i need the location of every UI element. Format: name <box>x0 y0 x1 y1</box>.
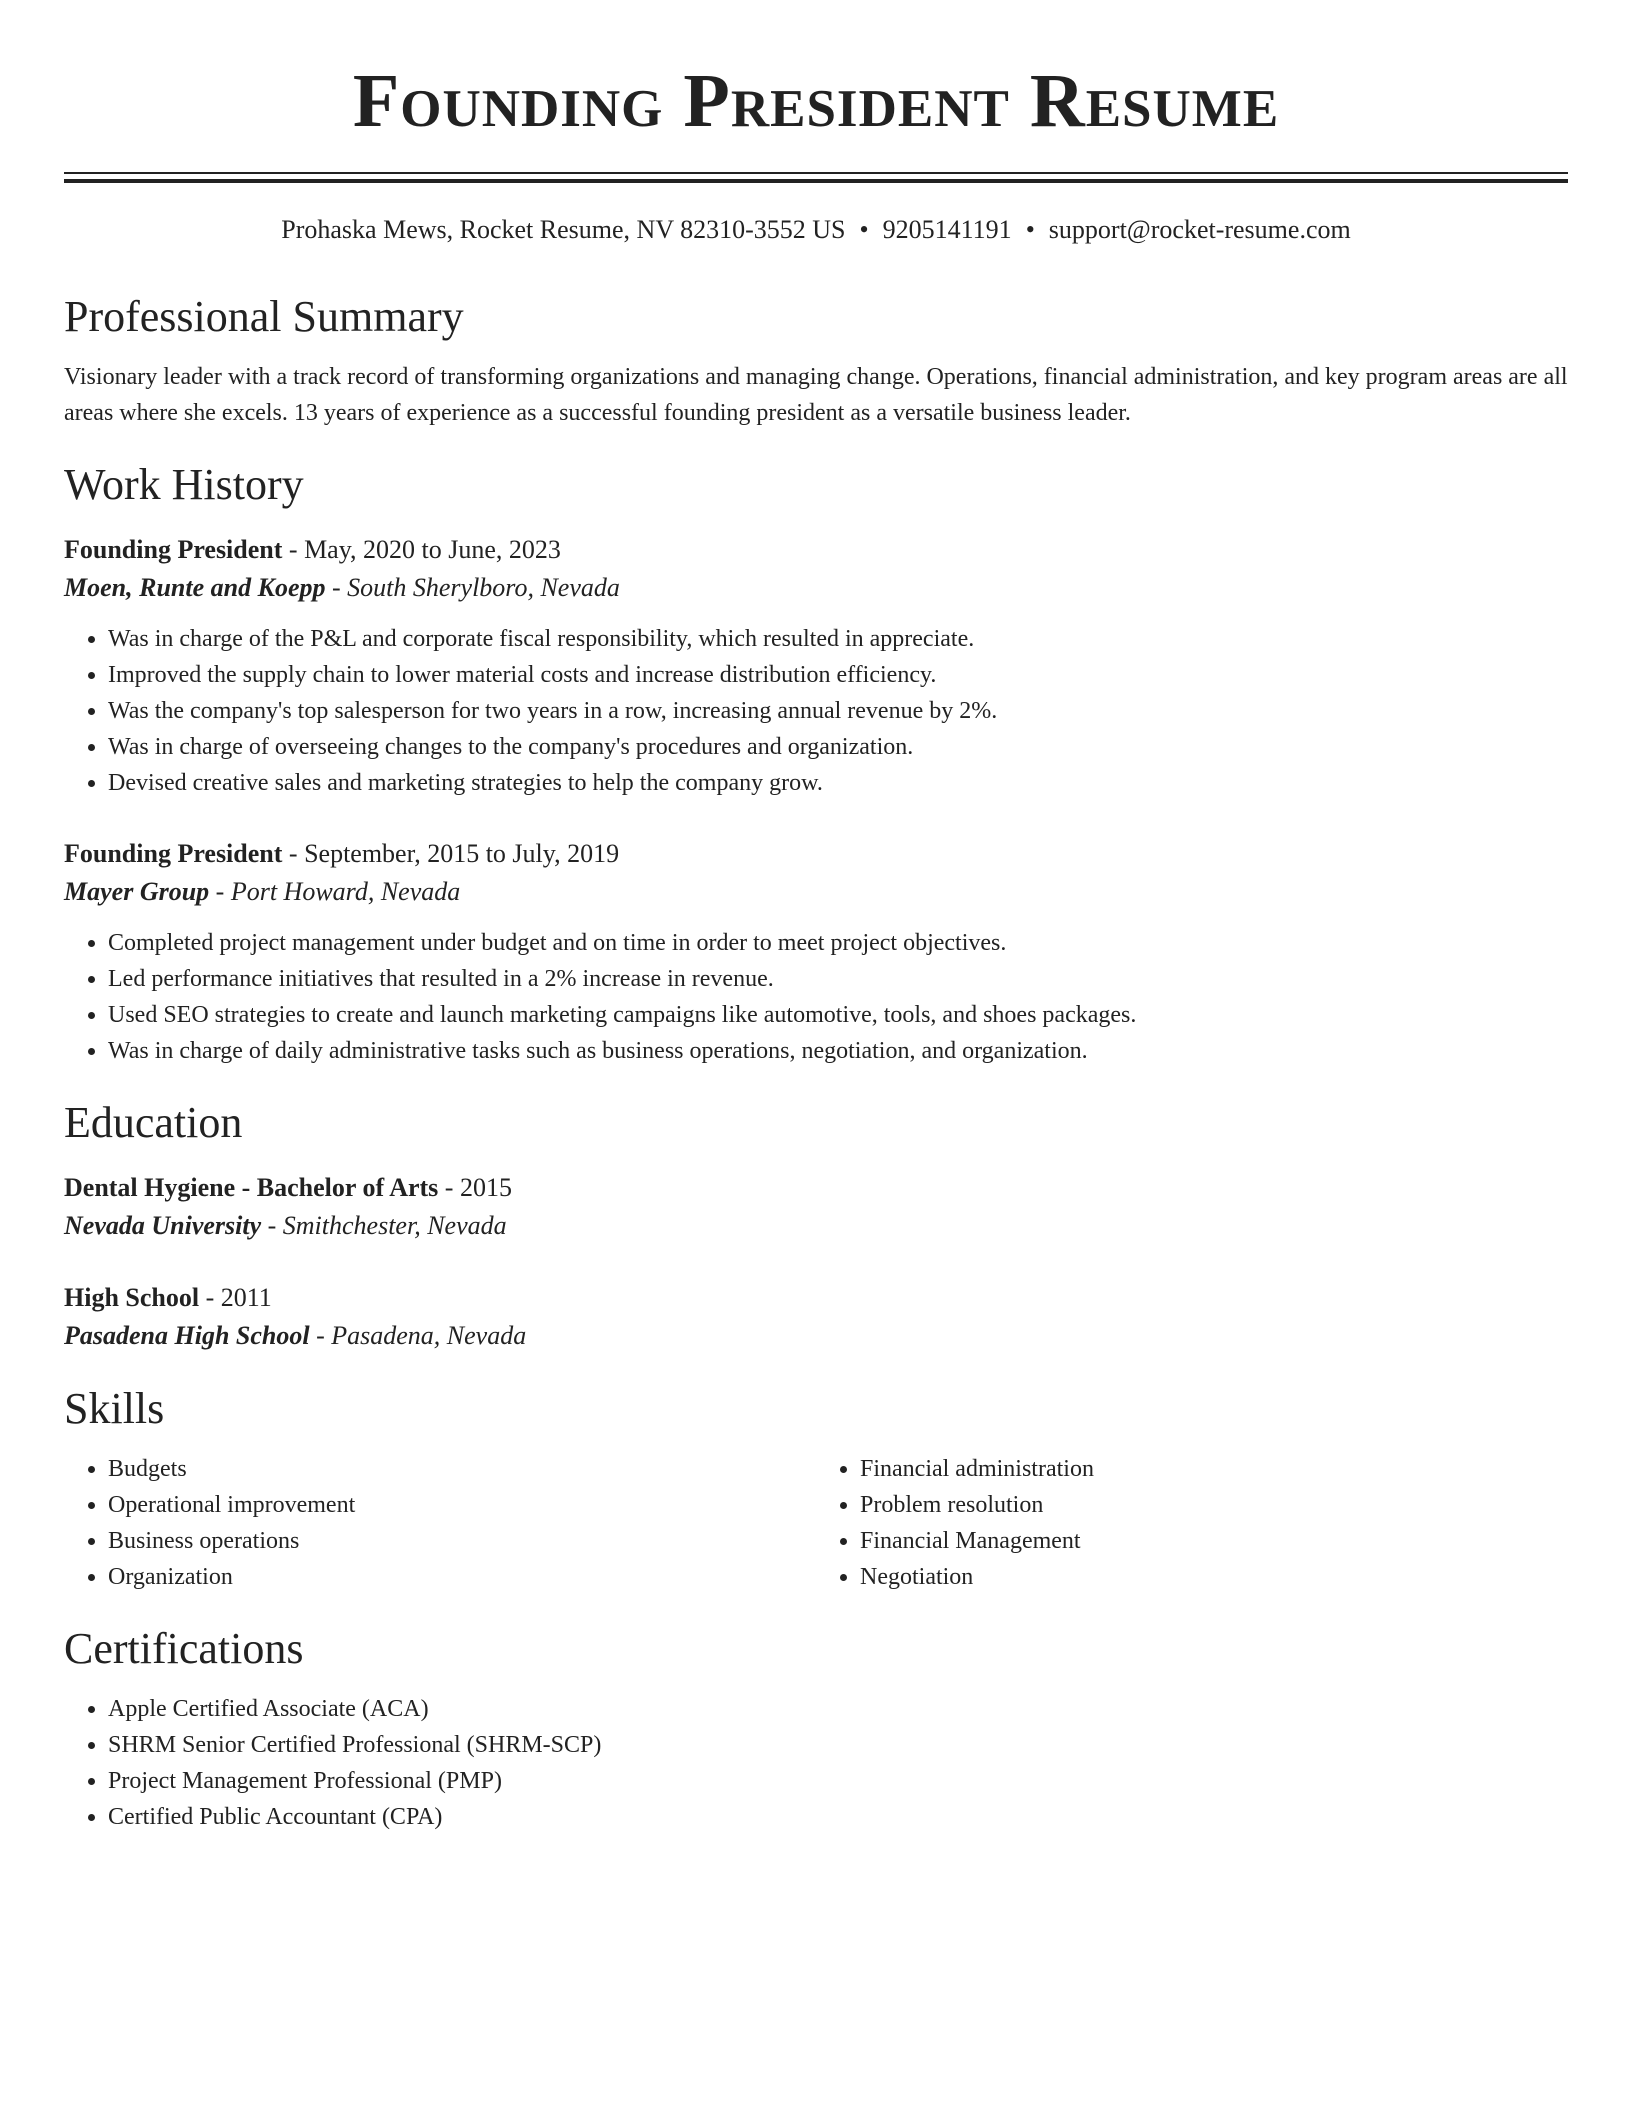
list-item: • Certified Public Accountant (CPA) <box>108 1799 1568 1835</box>
list-item: • Budgets <box>108 1451 816 1487</box>
skills-column-left <box>64 1451 816 1595</box>
job-title-line <box>64 835 1568 873</box>
education-entry <box>64 1169 1568 1245</box>
summary-heading: Professional Summary <box>64 292 464 341</box>
contact-separator: • <box>859 215 869 244</box>
school-location: - Pasadena, Nevada <box>309 1321 527 1350</box>
work-history-section <box>64 457 1568 1069</box>
job-company: Mayer Group <box>64 877 210 906</box>
list-item: • Business operations <box>108 1523 816 1559</box>
contact-phone: 9205141191 <box>882 215 1012 244</box>
school-line <box>64 1317 1568 1355</box>
certifications-heading: Certifications <box>64 1624 304 1673</box>
contact-email: support@rocket-resume.com <box>1048 215 1351 244</box>
skills-column-right <box>816 1451 1568 1595</box>
degree: Dental Hygiene - Bachelor of Arts <box>64 1173 439 1202</box>
job-title: Founding President <box>64 839 283 868</box>
skills-section <box>64 1381 1568 1595</box>
list-item: • Led performance initiatives that resulted in a 2% increase in revenue. <box>108 961 1568 997</box>
work-history-heading: Work History <box>64 460 304 509</box>
list-item: • Project Management Professional (PMP) <box>108 1763 1568 1799</box>
list-item: • Organization <box>108 1559 816 1595</box>
list-item: • SHRM Senior Certified Professional (SHRM-SCP) <box>108 1727 1568 1763</box>
job-bullets <box>64 621 1568 801</box>
list-item: • Was in charge of daily administrative tasks such as business operations, negotiation, and organization. <box>108 1033 1568 1069</box>
skills-grid <box>64 1451 1568 1595</box>
list-item: • Used SEO strategies to create and launch marketing campaigns like automotive, tools, and shoes packages. <box>108 997 1568 1033</box>
contact-address: Prohaska Mews, Rocket Resume, NV 82310-3552 US <box>281 215 846 244</box>
job-entry <box>64 835 1568 1069</box>
graduation-year: - 2011 <box>199 1283 272 1312</box>
contact-separator: • <box>1025 215 1035 244</box>
job-location: - South Sherylboro, Nevada <box>325 573 620 602</box>
list-item: • Problem resolution <box>860 1487 1568 1523</box>
job-entry <box>64 531 1568 801</box>
list-item: • Negotiation <box>860 1559 1568 1595</box>
list-item: • Financial Management <box>860 1523 1568 1559</box>
certifications-section <box>64 1621 1568 1835</box>
education-heading: Education <box>64 1098 243 1147</box>
list-item: • Completed project management under budget and on time in order to meet project objectives. <box>108 925 1568 961</box>
list-item: • Was the company's top salesperson for two years in a row, increasing annual revenue by 2%. <box>108 693 1568 729</box>
education-entry <box>64 1279 1568 1355</box>
job-company: Moen, Runte and Koepp <box>64 573 326 602</box>
school-name: Pasadena High School <box>64 1321 310 1350</box>
job-company-line <box>64 569 1568 607</box>
list-item: • Operational improvement <box>108 1487 816 1523</box>
list-item: • Financial administration <box>860 1451 1568 1487</box>
list-item: • Was in charge of overseeing changes to the company's procedures and organization. <box>108 729 1568 765</box>
list-item: • Was in charge of the P&L and corporate fiscal responsibility, which resulted in appreciate. <box>108 621 1568 657</box>
job-title-line <box>64 531 1568 569</box>
degree-line <box>64 1279 1568 1317</box>
school-location: - Smithchester, Nevada <box>261 1211 507 1240</box>
job-dates: - May, 2020 to June, 2023 <box>282 535 561 564</box>
education-section <box>64 1095 1568 1355</box>
degree-line <box>64 1169 1568 1207</box>
list-item: • Devised creative sales and marketing strategies to help the company grow. <box>108 765 1568 801</box>
job-location: - Port Howard, Nevada <box>209 877 461 906</box>
certifications-list <box>64 1691 1568 1835</box>
school-name: Nevada University <box>64 1211 262 1240</box>
job-title: Founding President <box>64 535 283 564</box>
degree: High School <box>64 1283 200 1312</box>
list-item: • Improved the supply chain to lower material costs and increase distribution efficiency. <box>108 657 1568 693</box>
page-title: Founding President Resume <box>352 59 1280 143</box>
title-divider <box>64 172 1568 183</box>
skills-heading: Skills <box>64 1384 165 1433</box>
job-dates: - September, 2015 to July, 2019 <box>282 839 620 868</box>
school-line <box>64 1207 1568 1245</box>
contact-line <box>64 213 1568 247</box>
summary-text: Visionary leader with a track record of transforming organizations and managing change. Operations, financial administration, and key program areas are all areas where she excels. 13 years of experience as a successful founding president as a versatile business leader. <box>64 364 1568 426</box>
job-bullets <box>64 925 1568 1069</box>
list-item: • Apple Certified Associate (ACA) <box>108 1691 1568 1727</box>
graduation-year: - 2015 <box>438 1173 512 1202</box>
job-company-line <box>64 873 1568 911</box>
